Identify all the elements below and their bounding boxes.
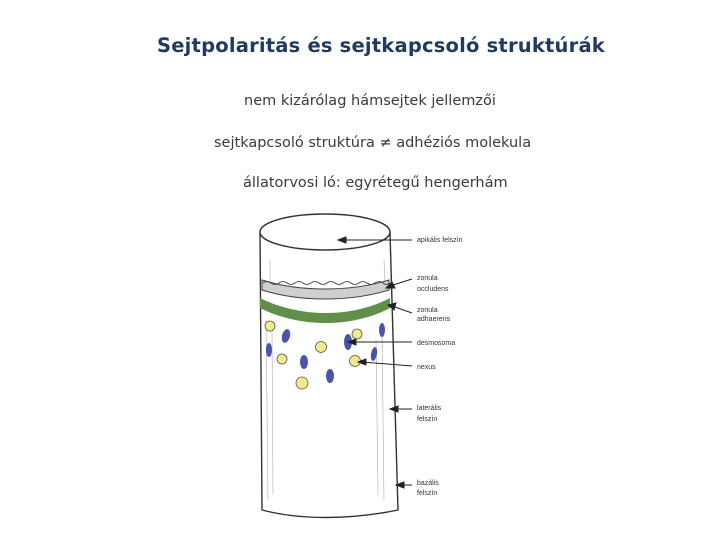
bullet-line-2: sejtkapcsoló struktúra ≠ adhéziós molekula <box>214 135 532 151</box>
nexus-dot <box>296 377 308 389</box>
label-apical: apikális felszín <box>417 237 463 244</box>
nexus-dot <box>350 356 361 367</box>
nexus-dot <box>265 321 275 331</box>
label-desmosoma: desmosoma <box>417 340 456 347</box>
label-lateral-1: laterális <box>417 405 442 412</box>
label-zonula-adhaerens-1: zonula <box>417 307 438 314</box>
label-zonula-occludens-2: occludens <box>417 286 449 293</box>
desmosome <box>326 369 334 383</box>
desmosome <box>266 343 272 357</box>
desmosome <box>300 355 308 369</box>
label-zonula-occludens-1: zonula <box>417 275 438 282</box>
label-nexus: nexus <box>417 364 436 371</box>
nexus-dot <box>316 342 327 353</box>
bullet-line-1: nem kizárólag hámsejtek jellemzői <box>244 93 496 109</box>
nexus-dot <box>277 354 287 364</box>
label-zonula-adhaerens-2: adhaerens <box>417 316 451 323</box>
nexus-dot <box>352 329 362 339</box>
apical-surface <box>260 214 390 250</box>
label-lateral-2: felszín <box>417 416 438 423</box>
slide-title: Sejtpolaritás és sejtkapcsoló struktúrák <box>157 34 605 57</box>
bullet-line-3: állatorvosi ló: egyrétegű hengerhám <box>243 175 508 191</box>
desmosome <box>379 323 385 337</box>
label-basal-2: felszín <box>417 490 438 497</box>
label-basal-1: bazális <box>417 480 439 487</box>
